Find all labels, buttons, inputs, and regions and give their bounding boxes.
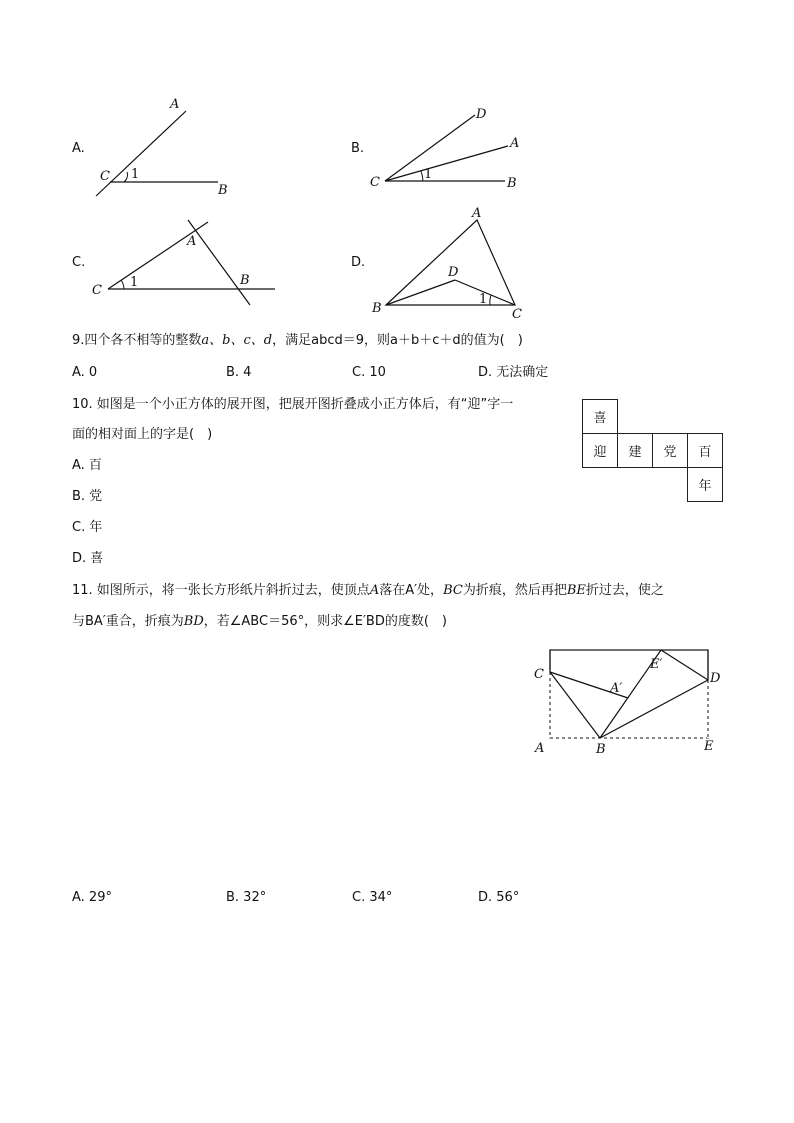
q11-text-1d: 折过去，使之 [585,583,664,598]
net-face-1: 迎 [583,434,618,468]
fig-point-B: B [596,742,606,757]
q11-choice-a[interactable]: A. 29° [72,890,112,905]
q11-var-A: A [369,583,380,598]
opt-b-point-D: D [476,107,487,122]
fig-point-D: D [710,671,721,686]
q11-var-BD: BD [183,614,204,629]
opt-c-point-B: B [240,273,250,288]
net-face-2: 建 [618,434,653,468]
q9-choice-d[interactable]: D. 无法确定 [478,365,549,380]
opt-a-point-C: C [100,169,110,184]
option-a-label: A. [72,141,85,156]
net-face-top: 喜 [583,400,618,434]
q9-stem-post: ，满足abcd＝9，则a＋b＋c＋d的值为( ) [272,333,523,348]
q11-text-1b: 落在A′处， [379,583,444,598]
option-b-label: B. [351,141,365,156]
q9-choice-a[interactable]: A. 0 [72,365,98,380]
q10-choice-b[interactable]: B. 党 [72,489,103,504]
opt-c-point-C: C [92,283,102,298]
q11-text-1c: 为折痕，然后再把 [462,583,567,598]
opt-a-point-B: B [218,183,228,198]
net-face-4: 百 [688,434,723,468]
opt-d-point-D: D [448,265,459,280]
opt-b-point-B: B [507,176,517,191]
q11-text-2b: ，若∠ABC＝56°，则求∠E′BD的度数( ) [203,614,447,629]
option-d-label: D. [351,255,366,270]
net-face-bottom: 年 [688,468,723,502]
q9-vars: a、b、c、d [201,333,273,348]
net-face-3: 党 [653,434,688,468]
opt-c-angle-1: 1 [130,275,139,290]
q11-var-BC: BC [443,583,463,598]
opt-a-point-A: A [170,97,180,112]
opt-d-point-C: C [512,307,522,322]
q11-text-1a: 11. 如图所示，将一张长方形纸片斜折过去，使顶点 [72,583,370,598]
fig-point-C: C [534,667,544,682]
q9-choice-c[interactable]: C. 10 [352,365,386,380]
opt-a-angle-1: 1 [131,167,140,182]
q10-choice-c[interactable]: C. 年 [72,520,103,535]
q10-stem-line2: 面的相对面上的字是( ) [72,427,213,442]
q10-choice-a[interactable]: A. 百 [72,458,102,473]
q10-stem-line1: 10. 如图是一个小正方体的展开图，把展开图折叠成小正方体后，有“迎”字一 [72,397,514,412]
q9-number: 9. [72,333,85,348]
opt-b-angle-1: 1 [424,167,433,182]
fig-point-Ep: E′ [650,657,663,672]
q11-text-2a: 与BA′重合，折痕为 [72,614,184,629]
opt-b-point-A: A [510,136,520,151]
opt-d-angle-1: 1 [479,292,488,307]
q10-choice-d[interactable]: D. 喜 [72,551,104,566]
fig-point-Ap: A′ [610,681,623,696]
q9-choice-b[interactable]: B. 4 [226,365,252,380]
q11-var-BE: BE [566,583,586,598]
q11-choice-b[interactable]: B. 32° [226,890,267,905]
fig-point-A: A [535,741,545,756]
fig-point-E: E [704,739,714,754]
q9-stem-pre: 四个各不相等的整数 [84,333,202,348]
opt-c-point-A: A [187,234,197,249]
opt-d-point-B: B [372,301,382,316]
opt-d-point-A: A [472,206,482,221]
opt-b-point-C: C [370,175,380,190]
q11-choice-c[interactable]: C. 34° [352,890,393,905]
q11-choice-d[interactable]: D. 56° [478,890,520,905]
option-c-label: C. [72,255,86,270]
